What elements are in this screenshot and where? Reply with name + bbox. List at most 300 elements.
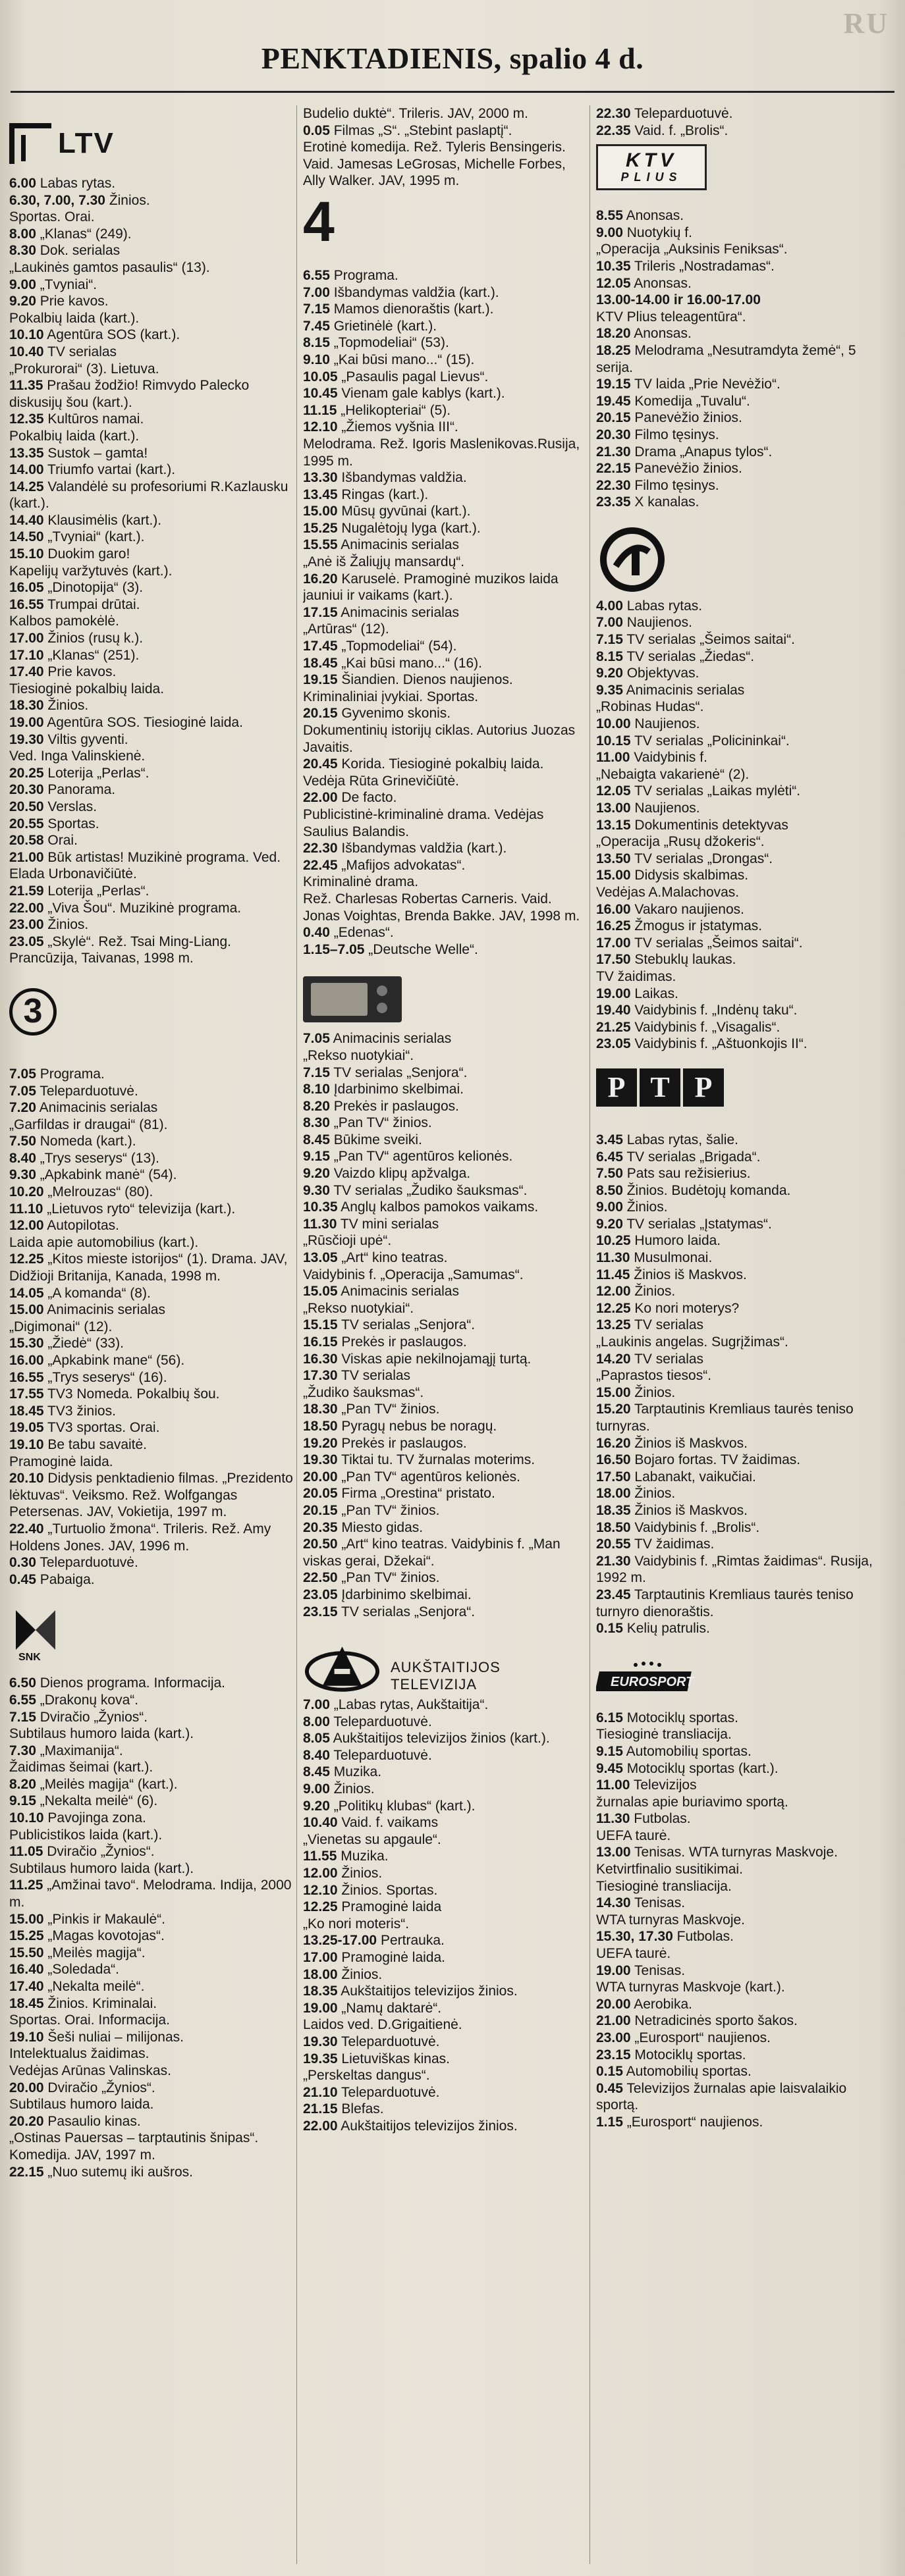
schedule-time: 18.20 <box>596 326 631 342</box>
schedule-entry <box>303 1747 590 1764</box>
schedule-time: 19.00 <box>596 986 631 1001</box>
schedule-time: 21.25 <box>596 1019 631 1035</box>
schedule-entry <box>9 714 296 731</box>
schedule-program: Žinios. <box>341 1866 383 1881</box>
schedule-entry <box>303 2101 590 2118</box>
schedule-program: Muzika. <box>333 1764 382 1780</box>
schedule-time: 10.35 <box>596 258 631 274</box>
col3-top-schedule <box>596 105 883 139</box>
schedule-entry <box>596 1726 883 1743</box>
schedule-time: 12.25 <box>596 1300 631 1316</box>
schedule-time: 8.45 <box>303 1764 330 1780</box>
schedule-entry <box>9 579 296 596</box>
schedule-time: 21.10 <box>303 2084 338 2100</box>
schedule-entry <box>596 1810 883 1827</box>
schedule-program: „Paprastos tiesos“. <box>596 1368 712 1384</box>
schedule-entry <box>303 2118 590 2135</box>
schedule-time: 9.20 <box>9 294 36 309</box>
schedule-time: 18.45 <box>303 655 338 671</box>
schedule-time: 19.15 <box>596 377 631 392</box>
schedule-time: 8.30 <box>9 243 36 259</box>
schedule-entry <box>9 2130 296 2163</box>
schedule-time: 20.10 <box>9 1471 44 1486</box>
schedule-time: 22.00 <box>303 790 338 806</box>
schedule-program: Labas rytas. <box>626 598 703 614</box>
schedule-program: „Kai būsi mano...“ (15). <box>333 352 475 367</box>
schedule-program: „Klanas“ (249). <box>40 226 132 242</box>
schedule-entry <box>596 1300 883 1317</box>
schedule-program: „Art“ kino teatras. Vaidybinis f. „Man viskas gerai, Džekai“. <box>303 1537 561 1569</box>
schedule-entry <box>303 1351 590 1368</box>
schedule-entry <box>596 1962 883 1980</box>
schedule-program: Mūsų gyvūnai (kart.). <box>341 504 471 519</box>
schedule-entry <box>596 1760 883 1777</box>
schedule-entry <box>9 259 296 276</box>
rtr-logo-letter: Т <box>640 1068 680 1107</box>
schedule-program: Dienos programa. Informacija. <box>40 1675 226 1691</box>
schedule-time: 15.00 <box>596 868 631 883</box>
schedule-program: Dok. serialas <box>40 243 121 259</box>
schedule-entry <box>303 1916 590 1933</box>
schedule-program: Laida apie automobilius (kart.). <box>9 1234 199 1250</box>
schedule-entry <box>596 1777 883 1794</box>
schedule-entry <box>303 2051 590 2068</box>
schedule-program: Viltis gyventi. <box>47 731 128 747</box>
schedule-program: Lietuviškas kinas. <box>341 2051 450 2066</box>
schedule-time: 9.20 <box>596 666 623 681</box>
schedule-time: 23.15 <box>596 2047 631 2063</box>
schedule-time: 8.50 <box>596 1182 623 1198</box>
schedule-entry <box>303 1730 590 1747</box>
schedule-program: Žaidimas šeimai (kart.). <box>9 1760 153 1775</box>
schedule-entry <box>596 1132 883 1149</box>
schedule-program: Dviračio „Žynios“. <box>40 1709 148 1725</box>
schedule-program: žurnalas apie buriavimo sportą. <box>596 1794 788 1810</box>
schedule-entry <box>596 1267 883 1284</box>
schedule-time: 14.00 <box>9 462 44 478</box>
schedule-time: 9.20 <box>303 1166 330 1182</box>
schedule-time: 11.25 <box>9 1878 43 1893</box>
schedule-entry <box>303 1334 590 1351</box>
schedule-time: 23.00 <box>9 917 44 933</box>
schedule-time: 10.00 <box>596 716 631 732</box>
schedule-time: 20.30 <box>596 427 631 442</box>
schedule-time: 13.25-17.00 <box>303 1933 377 1949</box>
schedule-program: Dviračio „Žynios“. <box>47 2080 155 2095</box>
schedule-time: 12.00 <box>596 1284 631 1300</box>
schedule-time: 7.05 <box>303 1031 330 1047</box>
schedule-program: Labanakt, vaikučiai. <box>634 1469 756 1485</box>
schedule-entry <box>9 310 296 327</box>
schedule-time: 9.30 <box>303 1182 330 1198</box>
schedule-entry <box>9 799 296 816</box>
schedule-time: 8.15 <box>596 648 623 664</box>
schedule-program: „Maximanija“. <box>40 1743 123 1758</box>
schedule-program: „Rekso nuotykiai“. <box>303 1300 414 1316</box>
schedule-time: 8.40 <box>303 1747 330 1763</box>
schedule-program: „Trys seserys“ (13). <box>40 1150 159 1166</box>
schedule-time: 8.20 <box>9 1776 36 1792</box>
ch4-logo-mark: 4 <box>303 190 335 253</box>
schedule-program: Laidos ved. D.Grigaitienė. <box>303 2017 462 2033</box>
schedule-program: „Pan TV“ žinios. <box>341 1502 440 1518</box>
schedule-program: TV serialas „Šeimos saitai“. <box>634 935 803 951</box>
schedule-program: Netradicinės sporto šakos. <box>634 2013 798 2029</box>
schedule-entry <box>303 1966 590 1984</box>
schedule-time: 16.50 <box>596 1452 631 1468</box>
schedule-entry <box>303 402 590 419</box>
schedule-program: Teleparduotuvė. <box>40 1083 138 1099</box>
schedule-program: Dokumentinis detektyvas <box>634 817 788 833</box>
snk-logo <box>9 1597 296 1675</box>
schedule-entry <box>303 891 590 924</box>
schedule-entry <box>303 1536 590 1569</box>
schedule-entry <box>596 884 883 901</box>
schedule-program: TV serialas „Brigada“. <box>626 1149 761 1165</box>
schedule-program: Rež. Charlesas Robertas Carneris. Vaid. Jonas Voightas, Brenda Bakke. JAV, 1998 m. <box>303 891 580 924</box>
schedule-time: 8.15 <box>303 335 330 351</box>
schedule-program: Muzika. <box>341 1849 389 1864</box>
schedule-time: 19.00 <box>596 1962 631 1978</box>
schedule-program: Anonsas. <box>634 326 692 342</box>
schedule-program: „Rūsčioji upė“. <box>303 1233 392 1249</box>
schedule-program: Naujienos. <box>626 615 692 631</box>
schedule-entry <box>9 2029 296 2046</box>
schedule-time: 22.30 <box>596 477 631 493</box>
schedule-program: De facto. <box>341 790 397 806</box>
schedule-entry <box>9 1709 296 1726</box>
schedule-time: 17.50 <box>596 952 631 968</box>
schedule-program: Aukštaitijos televizijos žinios. <box>341 2118 518 2134</box>
schedule-entry <box>9 1285 296 1302</box>
schedule-program: Blefas. <box>341 2101 384 2117</box>
schedule-entry <box>9 2113 296 2130</box>
schedule-program: Žmogus ir įstatymas. <box>634 918 763 934</box>
schedule-entry <box>303 941 590 959</box>
schedule-entry <box>9 1386 296 1403</box>
schedule-program: „Edenas“. <box>333 925 394 941</box>
schedule-entry <box>9 1217 296 1234</box>
schedule-entry <box>9 916 296 933</box>
schedule-entry <box>596 901 883 918</box>
schedule-program: „Eurosport“ naujienos. <box>634 2030 771 2045</box>
schedule-time: 10.45 <box>303 386 338 402</box>
schedule-entry <box>9 1554 296 1571</box>
schedule-entry <box>596 631 883 648</box>
schedule-program: Laikas. <box>634 986 678 1001</box>
schedule-entry <box>596 1587 883 1620</box>
schedule-program: Įdarbinimo skelbimai. <box>333 1082 464 1097</box>
schedule-entry <box>9 2096 296 2113</box>
schedule-entry <box>303 1587 590 1604</box>
schedule-time: 11.00 <box>596 750 630 766</box>
schedule-program: „Operacija „Auksinis Feniksas“. <box>596 242 788 257</box>
schedule-time: 20.58 <box>9 833 44 849</box>
schedule-time: 21.00 <box>9 849 44 865</box>
schedule-entry <box>596 851 883 868</box>
schedule-entry <box>303 1065 590 1082</box>
schedule-program: TV3 sportas. Orai. <box>47 1420 160 1436</box>
schedule-program: TV laida „Prie Nevėžio“. <box>634 377 781 392</box>
snk-schedule <box>9 1675 296 2180</box>
schedule-program: „Lietuvos ryto“ televizija (kart.). <box>47 1201 236 1217</box>
schedule-time: 3.45 <box>596 1132 623 1147</box>
schedule-entry <box>596 1844 883 1878</box>
schedule-entry <box>596 2030 883 2047</box>
schedule-entry <box>303 671 590 705</box>
schedule-program: „Tvyniai“. <box>40 276 97 292</box>
schedule-entry <box>303 486 590 504</box>
eurosport-logo-icon <box>596 1656 715 1704</box>
schedule-program: „Kai būsi mano...“ (16). <box>341 655 482 671</box>
header-rule <box>11 91 894 93</box>
schedule-entry <box>303 122 590 140</box>
schedule-program: Žinios. <box>333 1781 375 1797</box>
schedule-program: Vienam gale kablys (kart.). <box>341 386 505 402</box>
schedule-time: 7.15 <box>9 1709 36 1725</box>
schedule-entry <box>596 817 883 834</box>
schedule-program: TV serialas „Policininkai“. <box>634 733 790 749</box>
schedule-entry <box>303 352 590 369</box>
schedule-program: Šeši nuliai – milijonas. <box>47 2029 184 2045</box>
schedule-time: 0.15 <box>596 1621 623 1637</box>
schedule-time: 12.25 <box>9 1251 44 1267</box>
schedule-time: 19.10 <box>9 2029 44 2045</box>
schedule-entry <box>596 275 883 292</box>
schedule-entry <box>303 1519 590 1537</box>
schedule-program: Intelektualus žaidimas. <box>9 2046 150 2062</box>
schedule-entry <box>9 1521 296 1554</box>
schedule-program: Agentūra SOS. Tiesioginė laida. <box>47 715 243 730</box>
schedule-program: Duokim garo! <box>47 546 130 562</box>
schedule-entry <box>9 1184 296 1201</box>
schedule-program: Sportas. Orai. Informacija. <box>9 2012 170 2028</box>
schedule-time: 7.50 <box>9 1134 36 1149</box>
schedule-entry <box>9 428 296 445</box>
schedule-time: 18.50 <box>303 1418 338 1434</box>
schedule-entry <box>303 722 590 756</box>
schedule-program: TV serialas <box>47 344 117 359</box>
schedule-entry <box>303 1452 590 1469</box>
schedule-entry <box>9 1759 296 1776</box>
schedule-time: 12.05 <box>596 783 631 799</box>
schedule-time: 15.00 <box>596 1384 631 1400</box>
schedule-program: „Nuo sutemų iki aušros. <box>47 2164 193 2180</box>
schedule-entry <box>9 1470 296 1521</box>
schedule-program: Publicistinė-kriminalinė drama. Vedėjas Saulius Balandis. <box>303 806 544 839</box>
schedule-program: „Garfildas ir draugai“ (81). <box>9 1117 168 1132</box>
schedule-entry <box>9 1251 296 1284</box>
schedule-program: „Perskeltas dangus“. <box>303 2068 430 2084</box>
schedule-time: 17.55 <box>9 1386 44 1402</box>
schedule-time: 12.00 <box>303 1866 338 1881</box>
schedule-entry <box>9 1911 296 1928</box>
schedule-entry <box>303 1764 590 1781</box>
schedule-program: „Pasaulis pagal Lievus“. <box>341 369 489 384</box>
schedule-entry <box>9 563 296 580</box>
schedule-time: 20.05 <box>303 1486 338 1502</box>
schedule-time: 23.05 <box>596 1036 631 1052</box>
schedule-time: 15.50 <box>9 1945 44 1960</box>
schedule-time: 23.35 <box>596 494 631 510</box>
schedule-program: Žinios. <box>634 1284 676 1300</box>
schedule-entry <box>303 789 590 806</box>
schedule-entry <box>596 1249 883 1267</box>
schedule-entry <box>596 648 883 666</box>
schedule-time: 11.05 <box>9 1844 43 1860</box>
schedule-entry <box>9 1571 296 1589</box>
schedule-entry <box>303 334 590 352</box>
schedule-program: Grietinėlė (kart.). <box>333 318 437 334</box>
schedule-time: 7.00 <box>303 284 330 300</box>
schedule-entry <box>9 226 296 243</box>
schedule-entry <box>596 325 883 342</box>
schedule-program: TV serialas „Įstatymas“. <box>626 1216 772 1232</box>
schedule-entry <box>303 1502 590 1519</box>
tv3-logo <box>9 988 296 1066</box>
schedule-program: Tarptautinis Kremliaus taurės teniso turnyro dienoraštis. <box>596 1587 854 1619</box>
schedule-entry <box>596 1165 883 1182</box>
schedule-entry <box>9 883 296 900</box>
schedule-entry <box>303 139 590 190</box>
schedule-program: Tiesioginė transliacija. <box>596 1727 732 1743</box>
schedule-program: Komedija „Tuvalu“. <box>634 393 750 409</box>
schedule-program: Mamos dienoraštis (kart.). <box>333 302 494 317</box>
schedule-program: Prie kavos. <box>47 664 117 680</box>
schedule-time: 14.50 <box>9 529 44 545</box>
schedule-time: 13.00 <box>596 801 631 816</box>
schedule-program: Teleparduotuvė. <box>341 2034 440 2049</box>
schedule-time: 20.35 <box>303 1519 338 1535</box>
schedule-time: 6.30, 7.00, 7.30 <box>9 192 105 208</box>
schedule-program: Kalbos pamokėlė. <box>9 614 119 629</box>
schedule-time: 21.30 <box>596 444 631 460</box>
schedule-entry <box>596 494 883 511</box>
schedule-entry <box>9 344 296 361</box>
schedule-time: 6.55 <box>9 1692 36 1708</box>
schedule-time: 11.35 <box>9 378 43 394</box>
schedule-entry <box>596 1317 883 1334</box>
schedule-entry <box>303 840 590 857</box>
schedule-program: Pokalbių laida (kart.). <box>9 428 140 444</box>
schedule-time: 16.20 <box>596 1435 631 1451</box>
schedule-program: Vaidybinis f. „Indėnų taku“. <box>634 1003 798 1018</box>
schedule-time: 18.50 <box>596 1519 631 1535</box>
schedule-time: 14.20 <box>596 1351 631 1367</box>
schedule-entry <box>596 800 883 817</box>
schedule-program: „Eurosport“ naujienos. <box>626 2114 763 2130</box>
snk-logo-icon <box>9 1604 62 1663</box>
schedule-entry <box>596 682 883 699</box>
schedule-time: 19.15 <box>303 672 338 688</box>
schedule-program: „Apkabink mane“ (56). <box>47 1353 185 1368</box>
schedule-entry <box>303 503 590 520</box>
schedule-entry <box>9 1928 296 1945</box>
schedule-program: Žinios. <box>47 698 89 714</box>
schedule-program: Trumpai drūtai. <box>47 596 140 612</box>
schedule-program: Vaizdo klipų apžvalga. <box>333 1166 471 1182</box>
schedule-entry <box>303 1283 590 1300</box>
schedule-program: Tenisas. WTA turnyras Maskvoje. Ketvirtfinalio susitikimai. <box>596 1845 838 1878</box>
tv-channel-schedule <box>303 1030 590 1620</box>
schedule-entry <box>303 1932 590 1949</box>
schedule-entry <box>596 2114 883 2131</box>
schedule-entry <box>303 1604 590 1621</box>
schedule-entry <box>303 638 590 655</box>
schedule-program: Vaidybinis f. „Aštuonkojis II“. <box>634 1036 808 1052</box>
schedule-entry <box>9 781 296 799</box>
schedule-time: 0.05 <box>303 122 330 138</box>
schedule-entry <box>9 1877 296 1910</box>
schedule-time: 16.55 <box>9 1369 44 1385</box>
schedule-entry <box>9 1961 296 1978</box>
schedule-entry <box>596 1283 883 1300</box>
schedule-program: TV serialas „Senjora“. <box>341 1317 476 1333</box>
schedule-entry <box>596 749 883 766</box>
schedule-program: Naujienos. <box>634 801 700 816</box>
schedule-program: Išbandymas valdžia (kart.). <box>333 284 499 300</box>
schedule-time: 20.15 <box>596 410 631 426</box>
schedule-time: 8.10 <box>303 1082 330 1097</box>
schedule-time: 16.20 <box>303 571 338 587</box>
schedule-program: Išbandymas valdžia (kart.). <box>341 841 507 856</box>
schedule-time: 11.30 <box>596 1811 630 1827</box>
schedule-time: 13.00-14.00 ir 16.00-17.00 <box>596 292 761 308</box>
schedule-entry <box>9 1099 296 1117</box>
schedule-entry <box>596 1536 883 1553</box>
aukstaitijos-logo-text: AUKŠTAITIJOS TELEVIZIJA <box>390 1658 501 1693</box>
schedule-program: Verslas. <box>47 799 97 814</box>
schedule-entry <box>303 369 590 386</box>
schedule-program: „Meilės magija“ (kart.). <box>40 1776 178 1792</box>
schedule-program: „Magas kovotojas“. <box>47 1928 165 1944</box>
schedule-program: WTA turnyras Maskvoje. <box>596 1912 745 1928</box>
schedule-program: „Turtuolio žmona“. Trileris. Rež. Amy Holdens Jones. JAV, 1996 m. <box>9 1521 271 1554</box>
schedule-program: „Pan TV“ žinios. <box>341 1570 440 1586</box>
schedule-entry <box>596 766 883 783</box>
schedule-entry <box>9 1083 296 1100</box>
aukstaitijos-logo <box>303 1633 590 1696</box>
schedule-time: 8.00 <box>9 226 36 242</box>
schedule-entry <box>303 554 590 571</box>
schedule-entry <box>9 1319 296 1336</box>
schedule-entry <box>9 2012 296 2029</box>
schedule-program: „Nebaigta vakarienė“ (2). <box>596 766 750 782</box>
schedule-program: „Robinas Hudas“. <box>596 699 704 715</box>
schedule-time: 8.00 <box>303 1714 330 1729</box>
schedule-program: Ved. Inga Valinskienė. <box>9 749 146 764</box>
schedule-program: Teleparduotuvė. <box>333 1747 432 1763</box>
schedule-time: 7.30 <box>9 1743 36 1758</box>
schedule-entry <box>303 520 590 537</box>
schedule-entry <box>9 613 296 630</box>
schedule-program: Vaid. f. vaikams <box>341 1815 439 1831</box>
schedule-entry <box>9 1167 296 1184</box>
schedule-program: Pavojinga zona. <box>47 1810 146 1826</box>
ltv-logo <box>9 105 296 175</box>
schedule-program: Loterija „Perlas“. <box>47 883 150 899</box>
schedule-time: 16.05 <box>9 580 44 596</box>
schedule-entry <box>9 1150 296 1167</box>
schedule-program: Korida. Tiesioginė pokalbių laida. Vedėja Rūta Grinevičiūtė. <box>303 756 544 789</box>
schedule-time: 7.50 <box>596 1166 623 1182</box>
rtr-logo-letter: Р <box>596 1068 637 1107</box>
schedule-time: 14.25 <box>9 479 44 494</box>
schedule-entry <box>596 1199 883 1216</box>
schedule-program: Valandėlė su profesoriumi R.Kazlausku (kart.). <box>9 479 288 512</box>
schedule-entry <box>303 806 590 840</box>
schedule-entry <box>9 681 296 698</box>
